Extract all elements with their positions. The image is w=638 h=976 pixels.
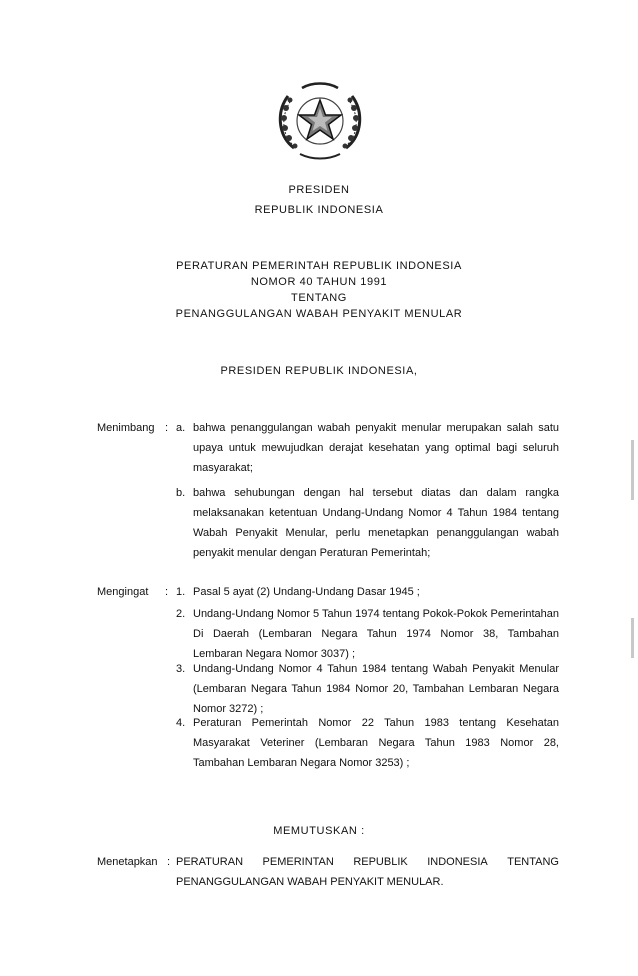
menimbang-colon: : [165, 422, 169, 434]
header-republik: REPUBLIK INDONESIA [254, 204, 384, 216]
presidential-emblem [272, 78, 368, 162]
menetapkan-label: Menetapkan [97, 856, 158, 868]
menetapkan-colon: : [167, 856, 171, 868]
mengingat-item-2: Undang-Undang Nomor 5 Tahun 1974 tentang Pokok-Pokok Pemerintahan Di Daerah (Lembaran Negara Tahun 1974 Nomor 38, Tambahan Lembaran Negara Nomor 3037) ; [193, 608, 559, 660]
mengingat-marker-1: 1. [176, 586, 186, 598]
menetapkan-word-3: REPUBLIK [353, 856, 408, 868]
menimbang-label: Menimbang [97, 422, 155, 434]
menetapkan-word-5: TENTANG [507, 856, 559, 868]
scan-mark [631, 618, 634, 658]
menimbang-item-a: bahwa penanggulangan wabah penyakit menular merupakan salah satu upaya untuk mewujudkan derajat kesehatan yang optimal bagi seluruh masyarakat; [193, 422, 559, 474]
menetapkan-line-2: PENANGGULANGAN WABAH PENYAKIT MENULAR. [176, 876, 444, 888]
mengingat-marker-3: 3. [176, 663, 186, 675]
mengingat-item-1: Pasal 5 ayat (2) Undang-Undang Dasar 1945 ; [193, 586, 420, 598]
mengingat-colon: : [165, 586, 169, 598]
menimbang-marker-b: b. [176, 487, 186, 499]
menetapkan-word-2: PEMERINTAN [262, 856, 334, 868]
header-presiden: PRESIDEN [288, 184, 350, 196]
title-tentang: TENTANG [291, 292, 347, 304]
title-subject: PENANGGULANGAN WABAH PENYAKIT MENULAR [175, 308, 463, 320]
mengingat-item-3: Undang-Undang Nomor 4 Tahun 1984 tentang Wabah Penyakit Menular (Lembaran Negara Tahun 1984 Nomor 20, Tambahan Lembaran Negara Nomor 3272) ; [193, 663, 559, 715]
title-regulation: PERATURAN PEMERINTAH REPUBLIK INDONESIA [176, 260, 462, 272]
menetapkan-word-4: INDONESIA [427, 856, 488, 868]
scan-mark [631, 440, 634, 500]
mengingat-marker-4: 4. [176, 717, 186, 729]
menetapkan-line-1 [176, 855, 559, 870]
menimbang-item-b: bahwa sehubungan dengan hal tersebut diatas dan dalam rangka melaksanakan ketentuan Undang-Undang Nomor 4 Tahun 1984 tentang Wabah Penyakit Menular, perlu menetapkan penanggulangan wabah penyakit menular dengan Peraturan Pemerintah; [193, 487, 559, 559]
mengingat-marker-2: 2. [176, 608, 186, 620]
mengingat-label: Mengingat [97, 586, 149, 598]
memutuskan-heading: MEMUTUSKAN : [273, 825, 365, 837]
menetapkan-word-1: PERATURAN [176, 856, 244, 868]
mengingat-item-4: Peraturan Pemerintah Nomor 22 Tahun 1983 tentang Kesehatan Masyarakat Veteriner (Lembaran Negara Tahun 1983 Nomor 28, Tambahan Lembaran Negara Nomor 3253) ; [193, 717, 559, 769]
title-number: NOMOR 40 TAHUN 1991 [250, 276, 388, 288]
menimbang-marker-a: a. [176, 422, 186, 434]
preamble-president: PRESIDEN REPUBLIK INDONESIA, [220, 365, 418, 377]
